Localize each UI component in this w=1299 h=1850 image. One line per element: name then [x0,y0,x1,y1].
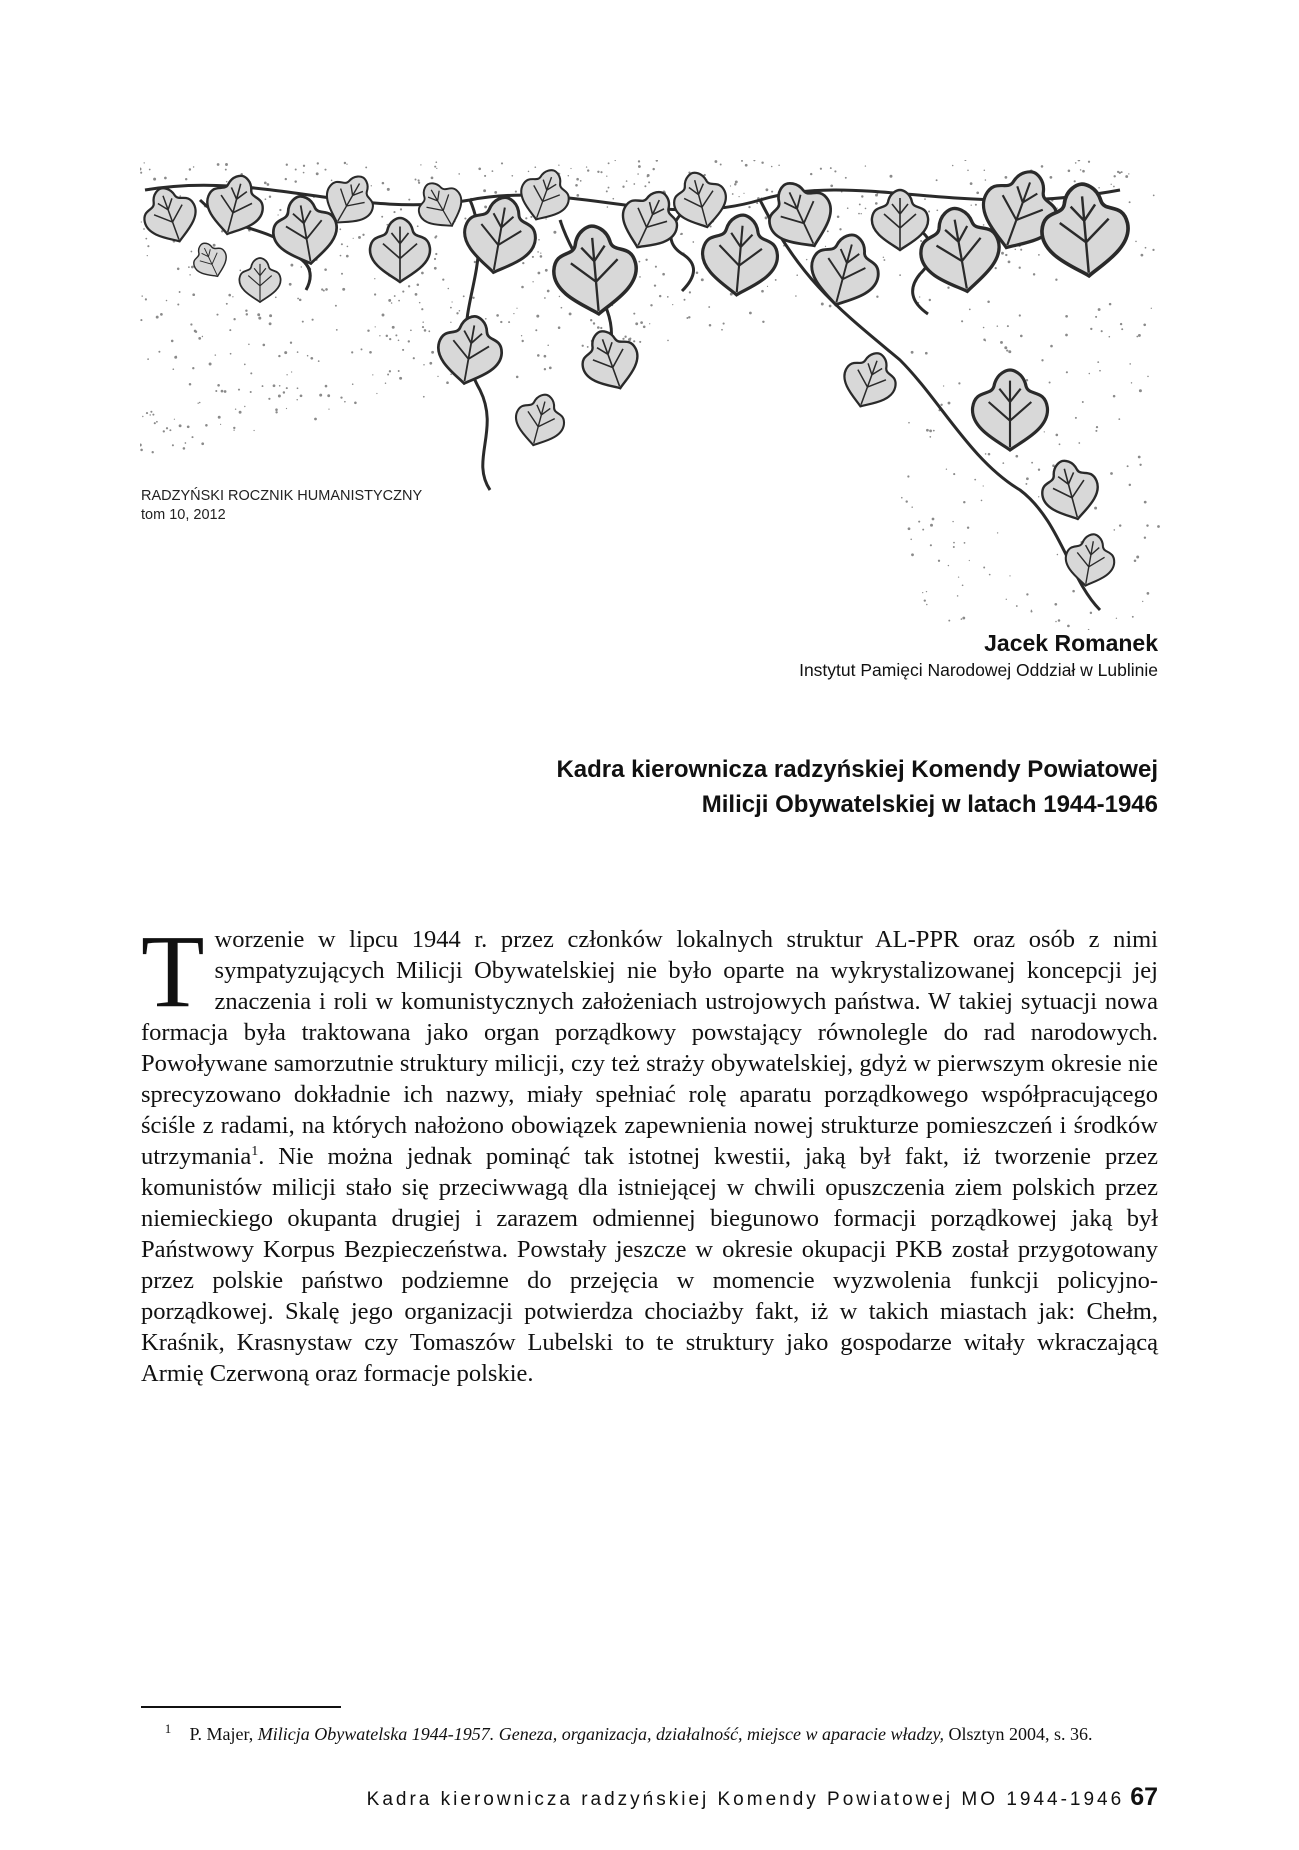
author-affiliation: Instytut Pamięci Narodowej Oddział w Lublinie [799,660,1158,680]
author-block [799,628,1158,682]
footnote-divider [141,1706,341,1708]
running-title: Kadra kierownicza radzyńskiej Komendy Powiatowej MO 1944-1946 [366,1789,1125,1810]
drop-cap: T [141,914,205,1029]
ivy-leaf-icon [1061,530,1118,590]
paragraph-text-start: worzenie w lipcu 1944 r. przez członków lokalnych struktur AL-PPR oraz osób z nimi sympatyzujących Milicji Obywatelskiej nie było oparte na wykrystalizowanej koncepcji jej znaczenia i roli w komunistycznych założeniach ustrojowych państwa. W takiej sytuacji nowa formacja była traktowana jako organ porządkowy powstający równolegle do rad narodowych. Powoływane samorzutnie struktury milicji, czy też straży obywatelskiej, gdyż w pierwszym okresie nie sprecyzowano dokładnie ich nazwy, miały spełniać rolę aparatu porządkowego współpracującego ściśle z radami, na których nałożono obowiązek zapewnienia nowej strukturze pomieszczeń i środków utrzymania [141,926,1158,1170]
body-paragraph [141,914,1158,1389]
article-title-line-2: Milicji Obywatelskiej w latach 1944-1946 [701,791,1158,818]
ivy-leaf-icon [872,190,928,250]
ivy-leaf-icon [510,389,571,452]
ivy-leaf-icon [972,370,1047,450]
footnote-author: P. Majer, [189,1724,254,1744]
footnote-reference[interactable]: 1 [251,1143,259,1159]
footnote-title: Milicja Obywatelska 1944-1957. Geneza, organizacja, działalność, miejsce w aparacie władzy, [257,1724,945,1744]
footnote: 1 P. Majer, Milicja Obywatelska 1944-1957. Geneza, organizacja, działalność, miejsce w aparacie władzy, Olsztyn 2004, s. 36. [164,1721,1093,1744]
ivy-leaf-icon [513,162,577,228]
article-title [258,752,1158,822]
ivy-leaf-icon [1038,180,1132,279]
ivy-leaf-icon [239,258,280,302]
ivy-leaf-icon [433,311,508,389]
ivy-ornament-icon [140,160,1160,630]
ivy-leaf-icon [573,322,646,398]
journal-header [141,487,422,525]
article-title-line-1: Kadra kierownicza radzyńskiej Komendy Powiatowej [556,756,1158,783]
journal-volume: tom 10, 2012 [141,507,226,523]
footnote-publication: Olsztyn 2004, s. 36. [948,1724,1093,1744]
running-footer [367,1783,1158,1812]
author-name: Jacek Romanek [984,630,1158,656]
journal-name: RADZYŃSKI ROCZNIK HUMANISTYCZNY [141,488,423,504]
ivy-leaf-icon [370,218,430,282]
ivy-leaf-icon [550,223,640,318]
paragraph-text-end: . Nie można jednak pominąć tak istotnej kwestii, jaką był fakt, iż tworzenie przez komunistów milicji stało się przeciwwagą dla istniejącej w chwili opuszczenia ziem polskich przez niemieckiego okupanta drugiej i zarazem odmiennej biegunowo formacji porządkowej jaką był Państwowy Korpus Bezpieczeństwa. Powstały jeszcze w okresie okupacji PKB został przygotowany przez polskie państwo podziemne do przejęcia w momencie wyzwolenia funkcji policyjno-porządkowej. Skalę jego organizacji potwierdza chociażby fakt, iż w takich miastach jak: Chełm, Kraśnik, Krasnystaw czy Tomaszów Lubelski to te struktury jako gospodarze witały wkraczającą Armię Czerwoną oraz formacje polskie. [141,1143,1158,1387]
ivy-leaf-icon [187,237,233,284]
page-number: 67 [1130,1783,1158,1811]
